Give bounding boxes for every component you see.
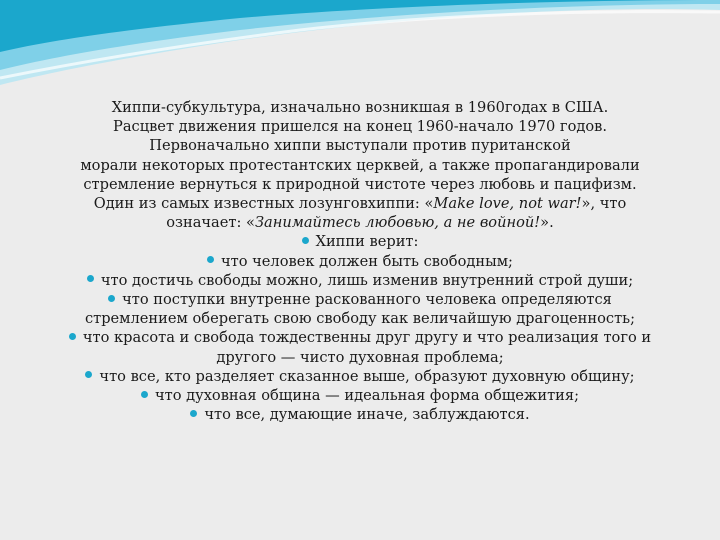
bullet-dot-icon xyxy=(69,333,76,340)
slogan-line-1 xyxy=(40,194,680,213)
slogan-text: Один из самых известных лозунговхиппи: « xyxy=(93,195,434,213)
bullet-dot-icon xyxy=(190,410,197,417)
bullet-text: Хиппи верит: xyxy=(315,233,419,251)
slide-text xyxy=(40,98,680,424)
bullet-dot-icon xyxy=(207,256,214,263)
bullet-item xyxy=(40,328,680,347)
intro-line: стремление вернуться к природной чистоте через любовь и пацифизм. xyxy=(83,175,637,193)
bullet-continuation: стремлением оберегать свою свободу как величайшую драгоценность; xyxy=(84,310,636,328)
bullet-continuation: другого — чисто духовная проблема; xyxy=(216,348,504,366)
bullet-item xyxy=(40,232,680,251)
bullet-item xyxy=(40,252,680,271)
bullet-item xyxy=(40,386,680,405)
header-wave-decoration xyxy=(0,0,720,110)
bullet-text: что духовная община — идеальная форма общежития; xyxy=(154,387,580,405)
bullet-dot-icon xyxy=(85,371,92,378)
slogan-russian: Занимайтесь любовью, а не войной! xyxy=(254,214,541,232)
bullet-dot-icon xyxy=(87,275,94,282)
slogan-text: означает: « xyxy=(166,214,255,232)
bullet-item xyxy=(40,290,680,309)
slogan-line-2 xyxy=(40,213,680,232)
bullet-text: что поступки внутренне раскованного человека определяются xyxy=(122,291,612,309)
intro-line: Расцвет движения пришелся на конец 1960-начало 1970 годов. xyxy=(113,118,607,136)
intro-line: морали некоторых протестантских церквей, а также пропагандировали xyxy=(80,156,640,174)
bullet-item xyxy=(40,405,680,424)
slogan-text: ». xyxy=(540,214,554,232)
bullet-dot-icon xyxy=(108,295,115,302)
bullet-text: что все, думающие иначе, заблуждаются. xyxy=(204,406,530,424)
slogan-text: », что xyxy=(581,195,627,213)
bullet-dot-icon xyxy=(141,391,148,398)
intro-line: Первоначально хиппи выступали против пуританской xyxy=(149,137,571,155)
slogan-english: Make love, not war! xyxy=(433,195,582,213)
bullet-dot-icon xyxy=(302,237,309,244)
bullet-item xyxy=(40,271,680,290)
bullet-text: что красота и свобода тождественны друг другу и что реализация того и xyxy=(82,329,652,347)
bullet-text: что человек должен быть свободным; xyxy=(221,252,513,270)
bullet-item xyxy=(40,367,680,386)
intro-line: Хиппи-субкультура, изначально возникшая в 1960годах в США. xyxy=(111,99,609,116)
bullet-text: что все, кто разделяет сказанное выше, образуют духовную общину; xyxy=(99,367,635,385)
bullet-text: что достичь свободы можно, лишь изменив внутренний строй души; xyxy=(100,271,634,289)
